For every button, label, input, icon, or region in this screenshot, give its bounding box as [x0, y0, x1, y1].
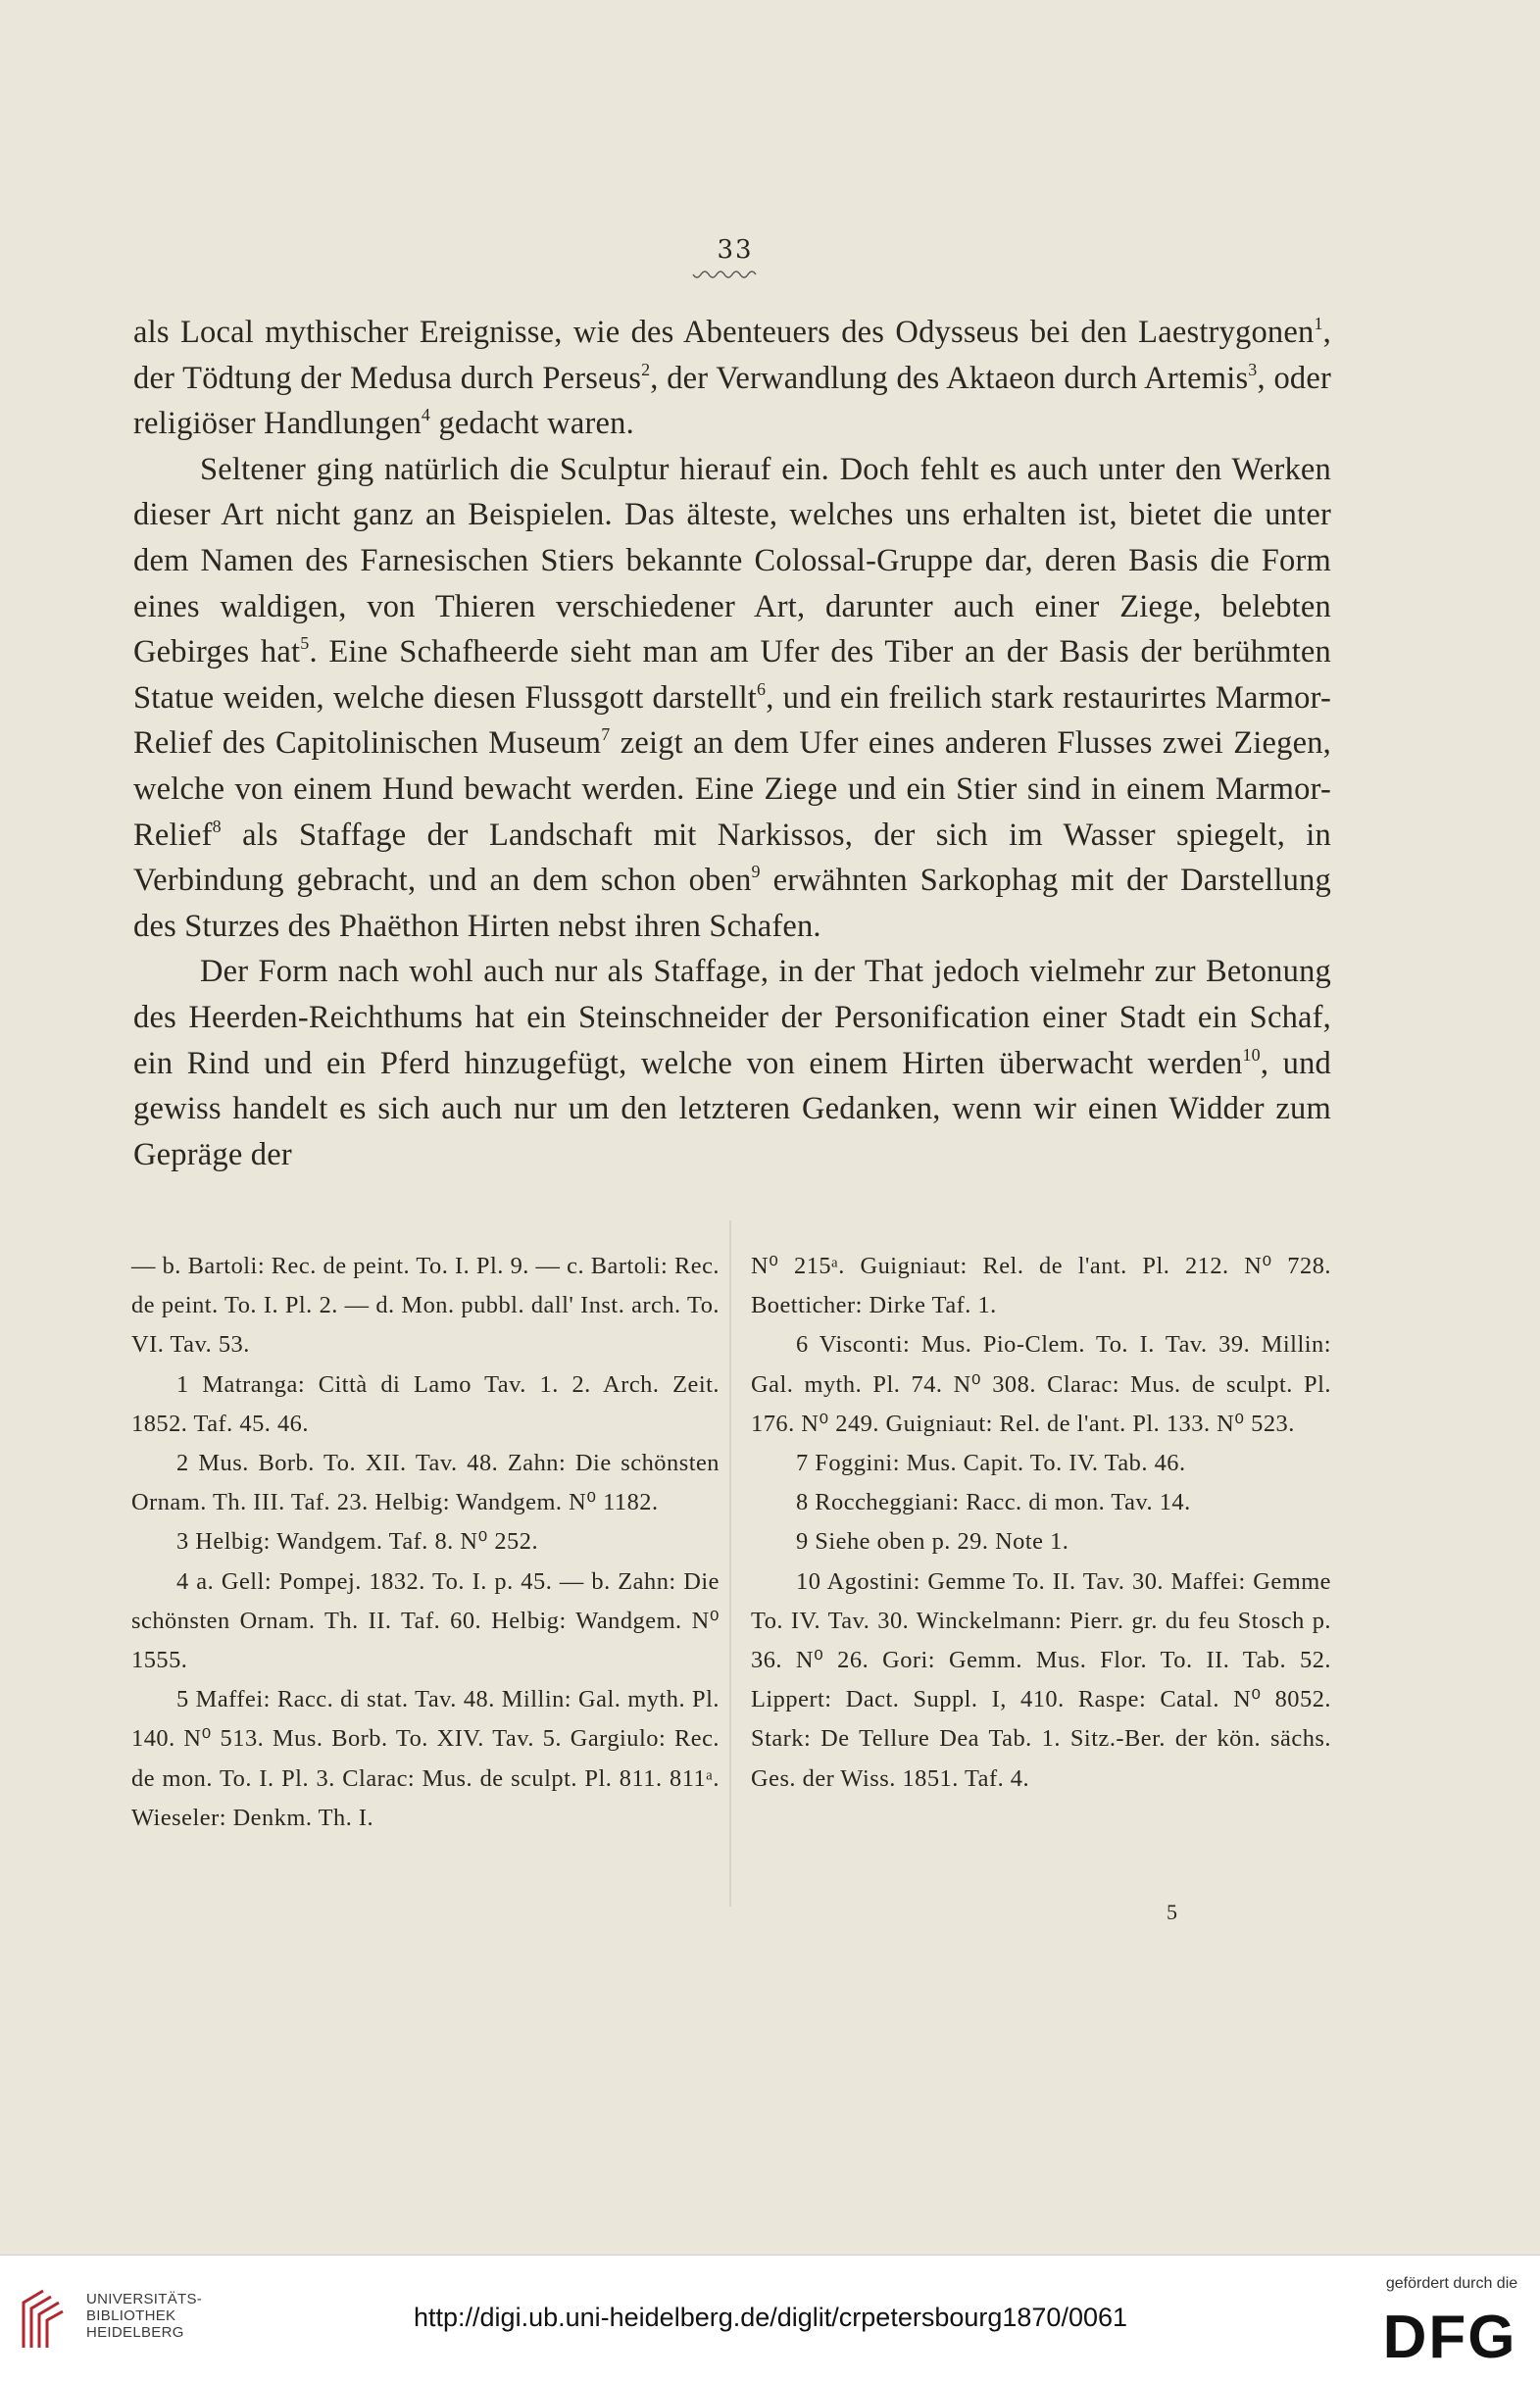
- page-number-ornament: [691, 271, 760, 282]
- footnotes-left-column: [131, 1247, 720, 1838]
- footnote-ref-8: 8: [212, 816, 222, 836]
- footnote-ref-4: 4: [421, 405, 431, 425]
- viewer-footer: [0, 2255, 1540, 2381]
- dfg-logo: DFG: [1382, 2304, 1517, 2371]
- footnote-ref-9: 9: [751, 862, 761, 882]
- footnote-ref-6: 6: [757, 678, 767, 699]
- footnote-continued: — b. Bartoli: Rec. de peint. To. I. Pl. 9. — c. Bartoli: Rec. de peint. To. I. Pl. 2. — d. Mon. pubbl. dall' Inst. arch. To. VI. Tav. 53.: [131, 1253, 720, 1359]
- footnote-10: 10 Agostini: Gemme To. II. Tav. 30. Maffei: Gemme To. IV. Tav. 30. Winckelmann: Pierr. gr. du feu Stosch p. 36. N⁰ 26. Gori: Gemm. Mus. Flor. To. II. Tab. 52. Lippert: Dact. Suppl. I, 410. Raspe: Catal. N⁰ 8052. Stark: De Tellure Dea Tab. 1. Sitz.-Ber. der kön. sächs. Ges. der Wiss. 1851. Taf. 4.: [751, 1567, 1331, 1792]
- footnote-5: 5 Maffei: Racc. di stat. Tav. 48. Millin: Gal. myth. Pl. 140. N⁰ 513. Mus. Borb. To. XIV. Tav. 5. Gargiulo: Rec. de mon. To. I. Pl. 3. Clarac: Mus. de sculpt. Pl. 811. 811ᵃ. Wieseler: Denkm. Th. I.: [131, 1686, 720, 1831]
- footnote-5-continued: N⁰ 215ᵃ. Guigniaut: Rel. de l'ant. Pl. 212. N⁰ 728. Boetticher: Dirke Taf. 1.: [751, 1253, 1331, 1319]
- footnote-ref-5: 5: [300, 633, 310, 654]
- body-text: [133, 310, 1331, 1177]
- paragraph-1: als Local mythischer Ereignisse, wie des Abenteuers des Odysseus bei den Laestrygonen$^1$, der Tödtung der Medusa durch Perseus$^2$, der Verwandlung des Aktaeon durch Artemis$^3$, oder religiöser Handlungen$^4$ gedacht waren.: [133, 314, 1331, 442]
- footnote-ref-10: 10: [1242, 1044, 1261, 1065]
- footnote-ref-7: 7: [601, 724, 611, 745]
- university-library-logo-icon: [18, 2285, 69, 2354]
- footnote-2: 2 Mus. Borb. To. XII. Tav. 48. Zahn: Die schönsten Ornam. Th. III. Taf. 23. Helbig: Wandgem. N⁰ 1182.: [131, 1450, 720, 1516]
- footnote-7: 7 Foggini: Mus. Capit. To. IV. Tab. 46.: [796, 1450, 1186, 1477]
- university-library-name: UNIVERSITÄTS- BIBLIOTHEK HEIDELBERG: [86, 2291, 203, 2341]
- paragraph-3: Der Form nach wohl auch nur als Staffage, in der That jedoch vielmehr zur Betonung des Heerden-Reichthums hat ein Steinschneider der Personification einer Stadt ein Schaf, ein Rind und ein Pferd hinzugefügt, welche von einem Hirten überwacht werden$^{10}$, und gewiss handelt es sich auch nur um den letzteren Gedanken, wenn wir einen Widder zum Gepräge der: [133, 954, 1331, 1172]
- footnote-ref-1: 1: [1314, 314, 1323, 333]
- footnote-8: 8 Roccheggiani: Racc. di mon. Tav. 14.: [796, 1489, 1191, 1516]
- column-divider: [729, 1220, 731, 1907]
- page-number: 33: [717, 235, 754, 265]
- footnote-ref-3: 3: [1248, 359, 1258, 379]
- printer-signature: 5: [1167, 1900, 1177, 1924]
- footnote-6: 6 Visconti: Mus. Pio-Clem. To. I. Tav. 39. Millin: Gal. myth. Pl. 74. N⁰ 308. Clarac: Mus. de sculpt. Pl. 176. N⁰ 249. Guigniaut: Rel. de l'ant. Pl. 133. N⁰ 523.: [751, 1331, 1331, 1437]
- footnote-3: 3 Helbig: Wandgem. Taf. 8. N⁰ 252.: [176, 1528, 539, 1556]
- footnote-9: 9 Siehe oben p. 29. Note 1.: [796, 1528, 1069, 1556]
- paragraph-2: Seltener ging natürlich die Sculptur hierauf ein. Doch fehlt es auch unter den Werken dieser Art nicht ganz an Beispielen. Das älteste, welches uns erhalten ist, bietet die unter dem Namen des Farnesischen Stiers bekannte Colossal-Gruppe dar, deren Basis die Form eines waldigen, von Thieren verschiedener Art, darunter auch einer Ziege, belebten Gebirges hat$^5$. Eine Schafheerde sieht man am Ufer des Tiber an der Basis der berühmten Statue weiden, welche diesen Flussgott darstellt$^6$, und ein freilich stark restaurirtes Marmor-Relief des Capitolinischen Museum$^7$ zeigt an dem Ufer eines anderen Flusses zwei Ziegen, welche von einem Hund bewacht werden. Eine Ziege und ein Stier sind in einem Marmor-Relief$^8$ als Staffage der Landschaft mit Narkissos, der sich im Wasser spiegelt, in Verbindung gebracht, und an dem schon oben$^9$ erwähnten Sarkophag mit der Darstellung des Sturzes des Phaëthon Hirten nebst ihren Schafen.: [133, 451, 1331, 944]
- footnote-1: 1 Matranga: Città di Lamo Tav. 1. 2. Arch. Zeit. 1852. Taf. 45. 46.: [131, 1370, 720, 1437]
- funding-caption: gefördert durch die: [1385, 2275, 1518, 2292]
- footnote-ref-2: 2: [641, 359, 651, 379]
- permalink-url[interactable]: http://digi.ub.uni-heidelberg.de/diglit/crpetersbourg1870/0061: [414, 2303, 1128, 2332]
- footnote-4: 4 a. Gell: Pompej. 1832. To. I. p. 45. — b. Zahn: Die schönsten Ornam. Th. II. Taf. 60. Helbig: Wandgem. N⁰ 1555.: [131, 1567, 720, 1674]
- footnotes-right-column: [751, 1247, 1331, 1799]
